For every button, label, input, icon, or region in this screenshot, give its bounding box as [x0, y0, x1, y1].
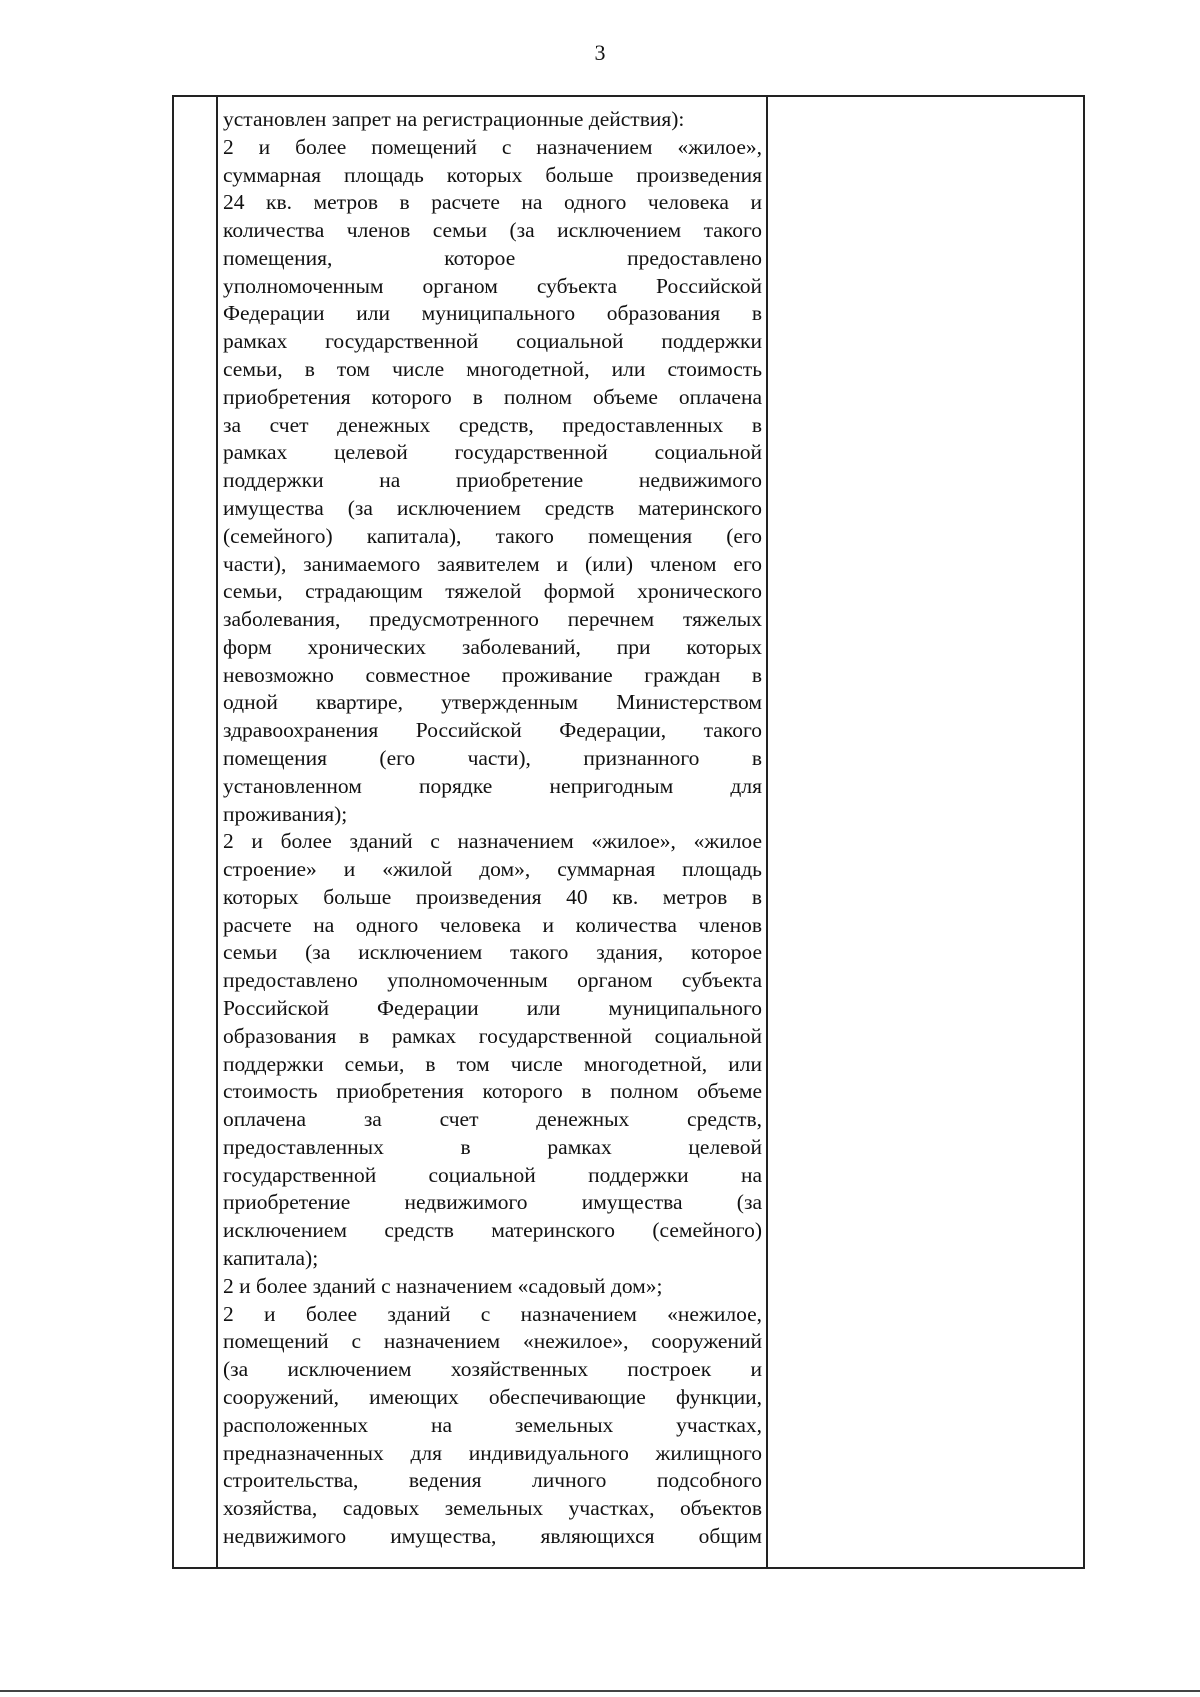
- text-line: имущества (за исключением средств материнского: [223, 495, 762, 520]
- text-line: государственной социальной поддержки на: [223, 1162, 762, 1187]
- text-line: заболевания, предусмотренного перечнем тяжелых: [223, 607, 762, 632]
- text-line: 24 кв. метров в расчете на одного человека и: [223, 190, 762, 215]
- text-line: Федерации или муниципального образования в: [223, 301, 762, 326]
- text-line: рамках целевой государственной социальной: [223, 440, 762, 465]
- text-line: предоставлено уполномоченным органом субъекта: [223, 968, 762, 993]
- text-line: суммарная площадь которых больше произведения: [223, 162, 762, 187]
- text-line: поддержки на приобретение недвижимого: [223, 468, 762, 493]
- text-line: рамках государственной социальной поддержки: [223, 329, 762, 354]
- text-line: количества членов семьи (за исключением такого: [223, 218, 762, 243]
- table-column-number: [174, 97, 218, 1567]
- text-line: сооружений, имеющих обеспечивающие функции,: [223, 1384, 762, 1409]
- text-line: помещения, которое предоставлено: [223, 245, 762, 270]
- text-line: Российской Федерации или муниципального: [223, 996, 762, 1020]
- text-line: капитала);: [223, 1246, 319, 1271]
- text-line: 2 и более зданий с назначением «жилое», «жилое: [223, 829, 762, 854]
- text-line: установлен запрет на регистрационные действия):: [223, 107, 685, 131]
- text-line: предназначенных для индивидуального жилищного: [223, 1440, 762, 1465]
- text-line: образования в рамках государственной социальной: [223, 1023, 762, 1048]
- text-line: недвижимого имущества, являющихся общим: [223, 1523, 762, 1548]
- text-line: хозяйства, садовых земельных участках, объектов: [223, 1496, 762, 1521]
- text-line: поддержки семьи, в том числе многодетной, или: [223, 1051, 762, 1076]
- text-line: исключением средств материнского (семейного): [223, 1218, 762, 1243]
- text-line: расчете на одного человека и количества членов: [223, 912, 762, 937]
- text-line: части), занимаемого заявителем и (или) членом его: [223, 551, 762, 576]
- text-line: одной квартире, утвержденным Министерством: [223, 690, 762, 715]
- text-line: невозможно совместное проживание граждан в: [223, 662, 762, 687]
- text-line: стоимость приобретения которого в полном объеме: [223, 1079, 762, 1104]
- text-line: семьи, страдающим тяжелой формой хронического: [223, 579, 762, 604]
- document-table: [172, 95, 1085, 1569]
- text-line: которых больше произведения 40 кв. метров в: [223, 884, 762, 909]
- page-bottom-rule: [0, 1690, 1200, 1692]
- text-line: строение» и «жилой дом», суммарная площадь: [223, 857, 762, 882]
- text-line: форм хронических заболеваний, при которых: [223, 634, 762, 659]
- table-column-notes: [768, 97, 1083, 1567]
- text-line: (семейного) капитала), такого помещения (его: [223, 523, 762, 548]
- text-line: помещения (его части), признанного в: [223, 745, 762, 770]
- text-line: расположенных на земельных участках,: [223, 1412, 762, 1437]
- page-number: 3: [594, 40, 606, 65]
- text-line: семьи, в том числе многодетной, или стоимость: [223, 357, 762, 382]
- text-line: помещений с назначением «нежилое», сооружений: [223, 1329, 762, 1354]
- text-line: приобретения которого в полном объеме оплачена: [223, 384, 762, 409]
- text-line: установленном порядке непригодным для: [223, 773, 762, 798]
- text-line: 2 и более зданий с назначением «нежилое,: [223, 1301, 762, 1326]
- text-line: оплачена за счет денежных средств,: [223, 1107, 762, 1132]
- text-line: строительства, ведения личного подсобного: [223, 1468, 762, 1493]
- text-line: семьи (за исключением такого здания, которое: [223, 940, 762, 965]
- text-line: уполномоченным органом субъекта Российской: [223, 273, 762, 298]
- text-line: проживания);: [223, 801, 348, 826]
- text-line: здравоохранения Российской Федерации, такого: [223, 718, 762, 743]
- text-line: 2 и более помещений с назначением «жилое»,: [223, 134, 762, 159]
- text-line: приобретение недвижимого имущества (за: [223, 1190, 762, 1215]
- text-line: за счет денежных средств, предоставленных в: [223, 412, 762, 437]
- text-line: предоставленных в рамках целевой: [223, 1134, 762, 1159]
- table-column-content: [218, 97, 768, 1567]
- text-line: 2 и более зданий с назначением «садовый дом»;: [223, 1273, 663, 1298]
- text-line: (за исключением хозяйственных построек и: [223, 1357, 762, 1382]
